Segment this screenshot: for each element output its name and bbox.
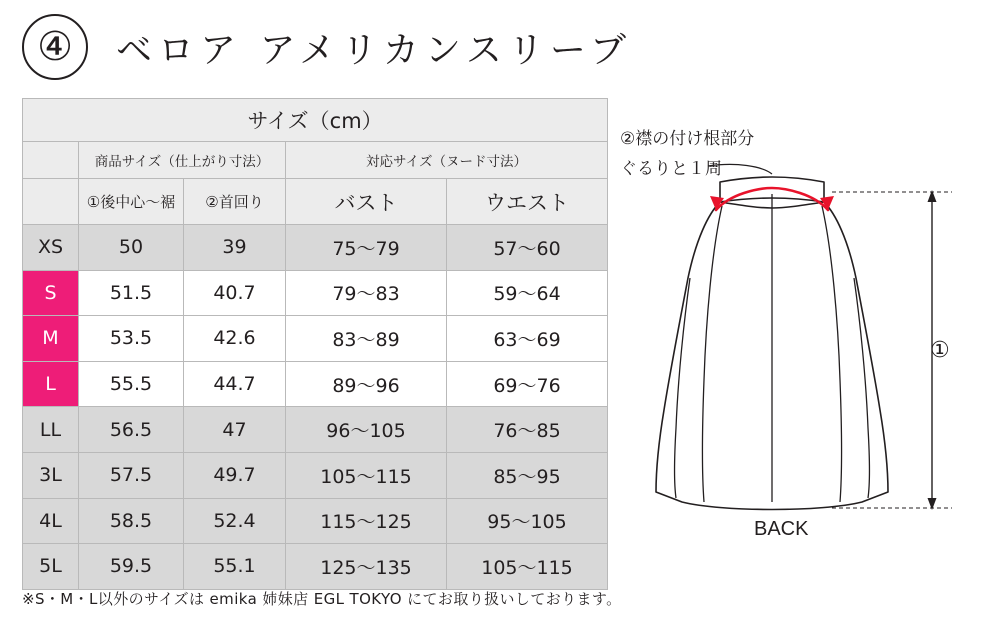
cell-waist: 59〜64 bbox=[447, 270, 608, 316]
group-header-product: 商品サイズ（仕上がり寸法） bbox=[79, 142, 286, 179]
sub-header-neck: ②首回り bbox=[184, 179, 286, 225]
cell-neck: 42.6 bbox=[184, 316, 286, 362]
sub-header-length: ①後中心〜裾 bbox=[79, 179, 184, 225]
cell-waist: 63〜69 bbox=[447, 316, 608, 362]
cell-length: 58.5 bbox=[79, 498, 184, 544]
cell-bust: 89〜96 bbox=[286, 361, 447, 407]
cell-waist: 76〜85 bbox=[447, 407, 608, 453]
cell-neck: 55.1 bbox=[184, 544, 286, 590]
cell-bust: 83〜89 bbox=[286, 316, 447, 362]
table-title: サイズ（cm） bbox=[23, 99, 608, 142]
cell-bust: 75〜79 bbox=[286, 225, 447, 271]
cell-bust: 79〜83 bbox=[286, 270, 447, 316]
back-view-label: BACK bbox=[754, 518, 809, 540]
cell-length: 53.5 bbox=[79, 316, 184, 362]
table-row bbox=[23, 407, 608, 453]
table-row bbox=[23, 225, 608, 271]
cell-length: 50 bbox=[79, 225, 184, 271]
cell-neck: 44.7 bbox=[184, 361, 286, 407]
cell-length: 55.5 bbox=[79, 361, 184, 407]
cell-bust: 105〜115 bbox=[286, 452, 447, 498]
cell-length: 51.5 bbox=[79, 270, 184, 316]
row-size-label: LL bbox=[23, 407, 79, 453]
cell-waist: 69〜76 bbox=[447, 361, 608, 407]
cell-neck: 40.7 bbox=[184, 270, 286, 316]
cell-neck: 49.7 bbox=[184, 452, 286, 498]
cell-bust: 115〜125 bbox=[286, 498, 447, 544]
length-measure-label: ① bbox=[930, 338, 950, 363]
table-row bbox=[23, 544, 608, 590]
row-size-label: 5L bbox=[23, 544, 79, 590]
cell-waist: 85〜95 bbox=[447, 452, 608, 498]
cell-neck: 39 bbox=[184, 225, 286, 271]
sub-header-waist: ウエスト bbox=[447, 179, 608, 225]
section-number-badge: ④ bbox=[22, 14, 88, 80]
cell-length: 56.5 bbox=[79, 407, 184, 453]
group-header-body: 対応サイズ（ヌード寸法） bbox=[286, 142, 608, 179]
row-size-label: 4L bbox=[23, 498, 79, 544]
cell-waist: 57〜60 bbox=[447, 225, 608, 271]
row-size-label: L bbox=[23, 361, 79, 407]
table-row bbox=[23, 452, 608, 498]
table-row bbox=[23, 270, 608, 316]
cell-length: 57.5 bbox=[79, 452, 184, 498]
table-sub-header-row bbox=[23, 179, 608, 225]
page-header bbox=[22, 14, 632, 80]
cell-neck: 47 bbox=[184, 407, 286, 453]
table-title-row bbox=[23, 99, 608, 142]
cell-bust: 96〜105 bbox=[286, 407, 447, 453]
table-row bbox=[23, 316, 608, 362]
row-size-label: XS bbox=[23, 225, 79, 271]
row-size-label: M bbox=[23, 316, 79, 362]
size-chart-table bbox=[22, 98, 608, 590]
sub-header-size bbox=[23, 179, 79, 225]
collar-annotation-line2: ぐるりと１周 bbox=[620, 159, 722, 179]
row-size-label: 3L bbox=[23, 452, 79, 498]
page-title: ベロア アメリカンスリーブ bbox=[116, 29, 633, 71]
garment-illustration bbox=[612, 110, 1000, 580]
sub-header-bust: バスト bbox=[286, 179, 447, 225]
table-group-header-row bbox=[23, 142, 608, 179]
cell-neck: 52.4 bbox=[184, 498, 286, 544]
footnote-text: ※S・M・L以外のサイズは emika 姉妹店 EGL TOKYO にてお取り扱いしております。 bbox=[22, 590, 622, 608]
table-row bbox=[23, 361, 608, 407]
cell-bust: 125〜135 bbox=[286, 544, 447, 590]
group-header-blank bbox=[23, 142, 79, 179]
cell-waist: 95〜105 bbox=[447, 498, 608, 544]
table-row bbox=[23, 498, 608, 544]
cell-length: 59.5 bbox=[79, 544, 184, 590]
collar-annotation-line1: ②襟の付け根部分 bbox=[620, 129, 755, 149]
cell-waist: 105〜115 bbox=[447, 544, 608, 590]
row-size-label: S bbox=[23, 270, 79, 316]
